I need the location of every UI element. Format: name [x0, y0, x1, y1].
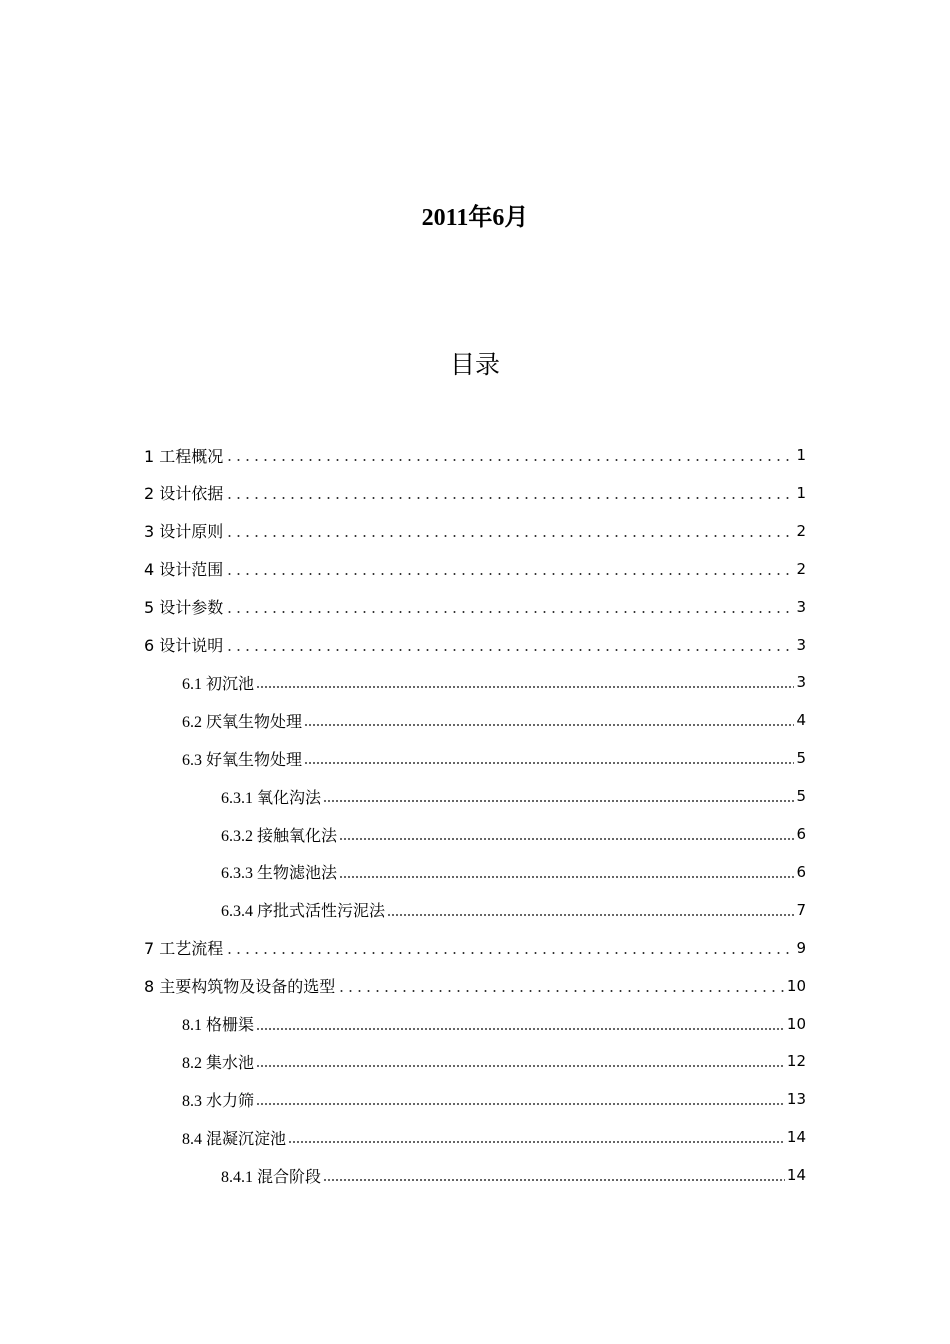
toc-entry[interactable]: [144, 436, 806, 474]
toc-entry-title: 6.3.1 氧化沟法: [221, 789, 322, 807]
toc-dot-leader: [225, 939, 794, 957]
toc-page-number: 13: [786, 1090, 806, 1109]
toc-page-number: 2: [796, 521, 806, 540]
toc-page-number: 3: [796, 597, 806, 616]
toc-page-number: 9: [796, 938, 806, 957]
toc-entry-title: 6.2 厌氧生物处理: [182, 713, 303, 731]
toc-entry[interactable]: [182, 1080, 806, 1118]
toc-entry-title: 8 主要构筑物及设备的选型: [144, 977, 336, 997]
toc-entry-title: 1 工程概况: [144, 446, 224, 466]
toc-page-number: 3: [796, 635, 806, 654]
toc-entry-title: 6.3.2 接触氧化法: [221, 827, 338, 845]
toc-entry[interactable]: [144, 550, 806, 588]
toc-dot-leader: [387, 901, 794, 919]
toc-dot-leader: [323, 787, 794, 805]
toc-entry-title: 6.3 好氧生物处理: [182, 751, 303, 769]
toc-dot-leader: [256, 1090, 785, 1108]
toc-entry-title: 5 设计参数: [144, 598, 224, 618]
toc-dot-leader: [256, 1015, 785, 1033]
toc-page-number: 1: [796, 483, 806, 502]
toc-page-number: 14: [786, 1166, 806, 1185]
toc-page-number: 4: [796, 711, 806, 730]
toc-dot-leader: [256, 1052, 785, 1070]
toc-entry-title: 2 设计依据: [144, 484, 224, 504]
toc-dot-leader: [225, 598, 794, 616]
toc-dot-leader: [339, 863, 794, 881]
date-title: 2011年6月: [421, 205, 529, 231]
toc-entry-title: 6 设计说明: [144, 636, 224, 655]
toc-entry[interactable]: [182, 701, 806, 739]
toc-page-number: 1: [796, 446, 806, 464]
toc-entry-title: 6.3.4 序批式活性污泥法: [221, 903, 386, 921]
toc-entry[interactable]: [144, 967, 806, 1005]
toc-page-number: 5: [796, 749, 806, 768]
toc-page-number: 2: [796, 559, 806, 578]
toc-page-number: 5: [796, 787, 806, 806]
toc-dot-leader: [225, 446, 794, 464]
toc-dot-leader: [256, 673, 794, 691]
toc-entry[interactable]: [221, 1156, 806, 1194]
toc-page-number: 12: [786, 1052, 806, 1071]
toc-page-number: 6: [796, 825, 806, 843]
toc-page-number: 10: [786, 1014, 806, 1033]
toc-page-number: 10: [786, 976, 806, 995]
toc-entry[interactable]: [144, 588, 806, 626]
toc-dot-leader: [337, 977, 785, 995]
toc-entry[interactable]: [144, 929, 806, 967]
toc-entry[interactable]: [182, 1005, 806, 1043]
toc-entry[interactable]: [221, 853, 806, 891]
toc-dot-leader: [304, 711, 794, 729]
toc-page-number: 6: [796, 862, 806, 881]
toc-heading: 目录: [449, 350, 500, 379]
toc-entry[interactable]: [144, 626, 806, 664]
toc-entry-title: 8.2 集水池: [182, 1054, 255, 1072]
toc-entry-title: 8.3 水力筛: [182, 1092, 255, 1110]
toc-entry-title: 6.1 初沉池: [182, 675, 255, 693]
toc-entry[interactable]: [182, 1042, 806, 1080]
toc-dot-leader: [225, 522, 794, 540]
toc-dot-leader: [323, 1166, 785, 1184]
toc-dot-leader: [225, 484, 794, 502]
toc-entry[interactable]: [144, 512, 806, 550]
toc-entry-title: 8.4.1 混合阶段: [221, 1168, 322, 1186]
toc-entry[interactable]: [182, 663, 806, 701]
toc-entry-title: 8.1 格栅渠: [182, 1017, 255, 1034]
toc-entry[interactable]: [221, 777, 806, 815]
toc-dot-leader: [225, 560, 794, 578]
toc-entry-title: 4 设计范围: [144, 560, 224, 580]
toc-entry[interactable]: [182, 1118, 806, 1156]
toc-dot-leader: [304, 749, 794, 767]
toc-entry[interactable]: [221, 891, 806, 929]
toc-entry-title: 3 设计原则: [144, 522, 224, 542]
toc-page-number: 3: [796, 673, 806, 692]
toc-entry[interactable]: [221, 815, 806, 853]
toc-entry-title: 8.4 混凝沉淀池: [182, 1130, 287, 1148]
toc-entry[interactable]: [144, 474, 806, 512]
toc-entry-title: 7 工艺流程: [144, 939, 224, 959]
toc-dot-leader: [339, 825, 794, 843]
toc-entry[interactable]: [182, 739, 806, 777]
toc-dot-leader: [225, 636, 794, 654]
toc-page-number: 14: [786, 1128, 806, 1147]
toc-dot-leader: [288, 1128, 785, 1146]
toc-page-number: 7: [796, 900, 806, 919]
toc-entry-title: 6.3.3 生物滤池法: [221, 865, 338, 883]
